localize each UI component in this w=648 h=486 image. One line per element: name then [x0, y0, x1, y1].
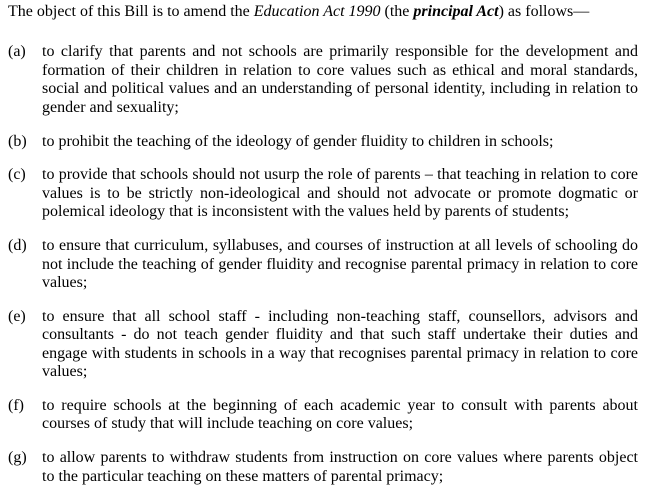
act-name: Education Act 1990 — [253, 3, 381, 20]
clause-label-d: (d) — [8, 237, 27, 255]
clause-label-e: (e) — [8, 307, 26, 325]
clause-label-g: (g) — [8, 449, 27, 467]
defined-term: principal Act — [413, 3, 499, 20]
clause-text-c: to provide that schools should not usurp the role of parents – that teaching in relation to core values is to be strictly non-ideological and should not advocate or promote dogmatic or polemical ideology that is inconsistent with the values held by parents of students; — [42, 166, 638, 221]
clause-item-d — [8, 237, 638, 292]
clause-text-d: to ensure that curriculum, syllabuses, and courses of instruction at all levels of schooling do not include the teaching of gender fluidity and recognise parental primacy in relation to core values; — [42, 237, 638, 291]
clause-item-g — [8, 449, 638, 486]
clause-item-b — [8, 133, 638, 151]
clause-item-e — [8, 308, 638, 382]
clause-label-a: (a) — [8, 43, 26, 61]
clause-item-c — [8, 166, 638, 221]
clause-text-f: to require schools at the beginning of each academic year to consult with parents about courses of study that will include teaching on core values; — [42, 397, 638, 433]
clause-label-f: (f) — [8, 397, 24, 414]
clause-text-e: to ensure that all school staff - including non-teaching staff, counsellors, advisors and consultants - do not teach gender fluidity and that such staff undertake their duties and engage with students in schools in a way that recognises parental primacy in relation to core values; — [42, 307, 638, 381]
clause-text-g: to allow parents to withdraw students from instruction on core values where parents object to the particular teaching on these matters of parental primacy; — [42, 449, 638, 485]
intro-middle: (the — [380, 3, 414, 20]
clause-text-a: to clarify that parents and not schools are primarily responsible for the development and formation of their children in relation to core values such as ethical and moral standards, social and political values and an understanding of personal identity, including in relation to gender and sexuality; — [42, 43, 638, 116]
intro-paragraph — [8, 3, 638, 21]
clause-item-f — [8, 397, 638, 434]
intro-suffix: ) as follows— — [498, 3, 590, 20]
clause-label-b: (b) — [8, 132, 27, 150]
clause-text-b: to prohibit the teaching of the ideology of gender fluidity to children in schools; — [42, 132, 554, 150]
clause-label-c: (c) — [8, 166, 26, 184]
clause-item-a — [8, 43, 638, 117]
intro-prefix: The object of this Bill is to amend the — [8, 3, 254, 20]
